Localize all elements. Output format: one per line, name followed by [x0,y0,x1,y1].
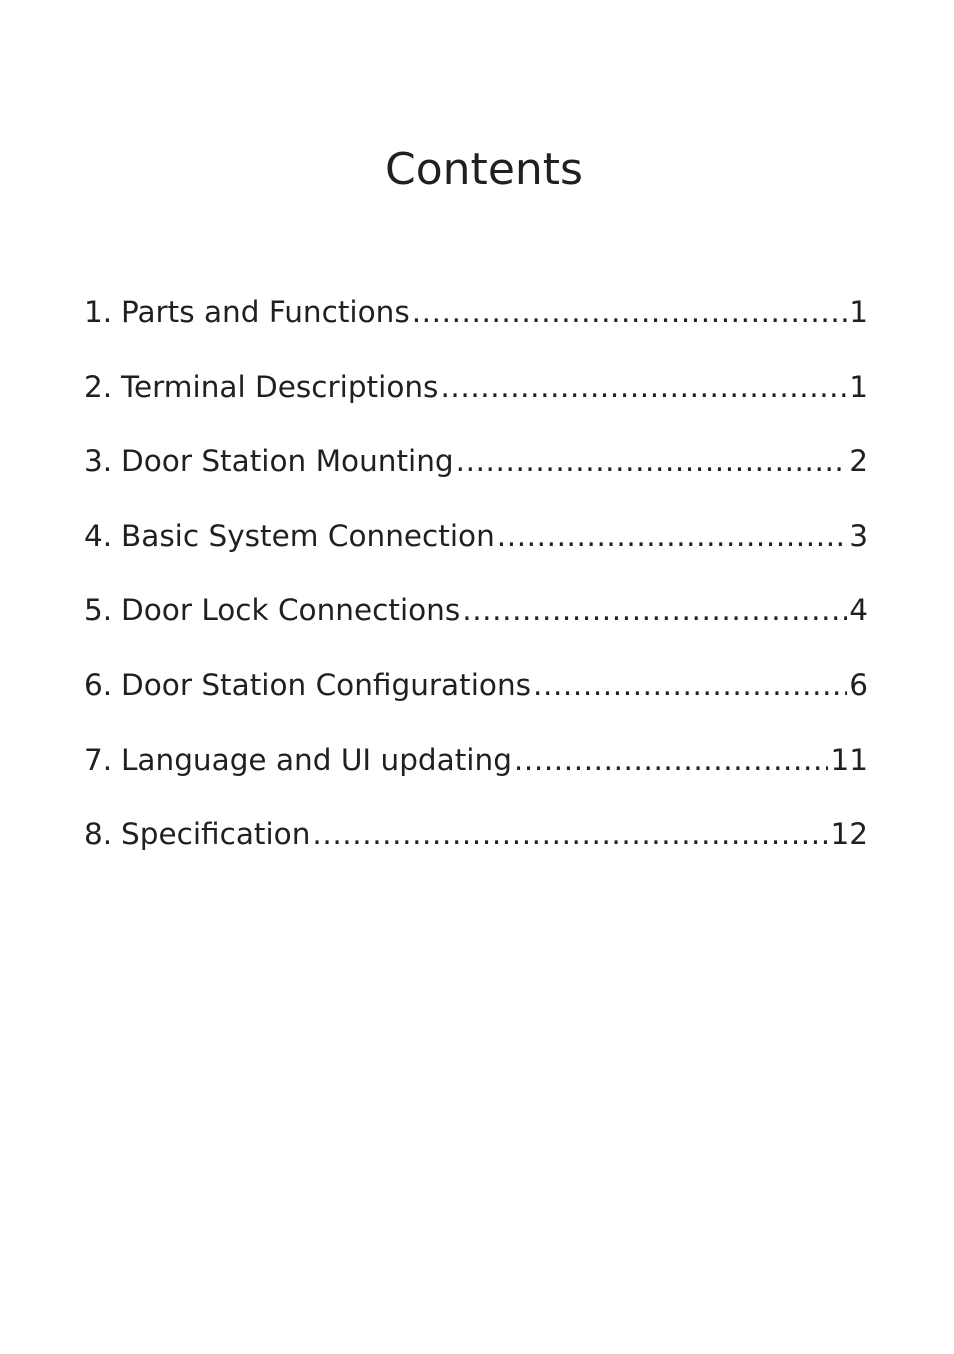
toc-entry-door-lock-connections[interactable] [84,588,868,663]
toc-entry-number: 8. [84,817,113,852]
toc-dot-leader [497,514,847,558]
toc-entry-page: 12 [830,817,868,852]
toc-dot-leader [462,588,847,632]
toc-dot-leader [514,738,829,782]
toc-entry-page: 1 [849,295,868,329]
toc-dot-leader [312,812,828,856]
toc-entry-title: Door Station Configurations [121,667,532,702]
toc-entry-page: 1 [849,369,868,404]
toc-entry-number: 5. [84,593,113,628]
toc-entry-basic-system-connection[interactable] [84,514,868,589]
table-of-contents [84,290,868,887]
toc-entry-number: 3. [84,444,113,479]
toc-entry-specification[interactable] [84,812,868,887]
toc-entry-number: 1. [84,295,113,329]
toc-entry-number: 6. [84,667,113,702]
toc-entry-title: Door Lock Connections [121,593,461,628]
toc-entry-title: Specification [121,817,311,852]
toc-entry-door-station-configurations[interactable] [84,663,868,738]
toc-entry-number: 4. [84,518,113,553]
page-title: Contents [385,144,583,195]
toc-dot-leader [412,290,848,334]
toc-entry-page: 4 [849,593,868,628]
toc-dot-leader [456,439,848,483]
toc-entry-title: Basic System Connection [121,518,495,553]
toc-entry-terminal-descriptions[interactable] [84,365,868,440]
toc-entry-page: 3 [849,518,868,553]
toc-entry-language-and-ui-updating[interactable] [84,738,868,813]
toc-entry-page: 6 [849,667,868,702]
toc-entry-title: Parts and Functions [121,295,410,329]
toc-entry-number: 7. [84,742,113,777]
toc-dot-leader [440,365,847,409]
toc-entry-page: 2 [849,444,868,479]
toc-entry-number: 2. [84,369,113,404]
toc-dot-leader [533,663,847,707]
toc-entry-parts-and-functions[interactable] [84,290,868,365]
toc-entry-page: 11 [830,742,868,777]
toc-entry-title: Language and UI updating [121,742,512,777]
toc-entry-door-station-mounting[interactable] [84,439,868,514]
toc-entry-title: Terminal Descriptions [121,369,439,404]
toc-entry-title: Door Station Mounting [121,444,454,479]
